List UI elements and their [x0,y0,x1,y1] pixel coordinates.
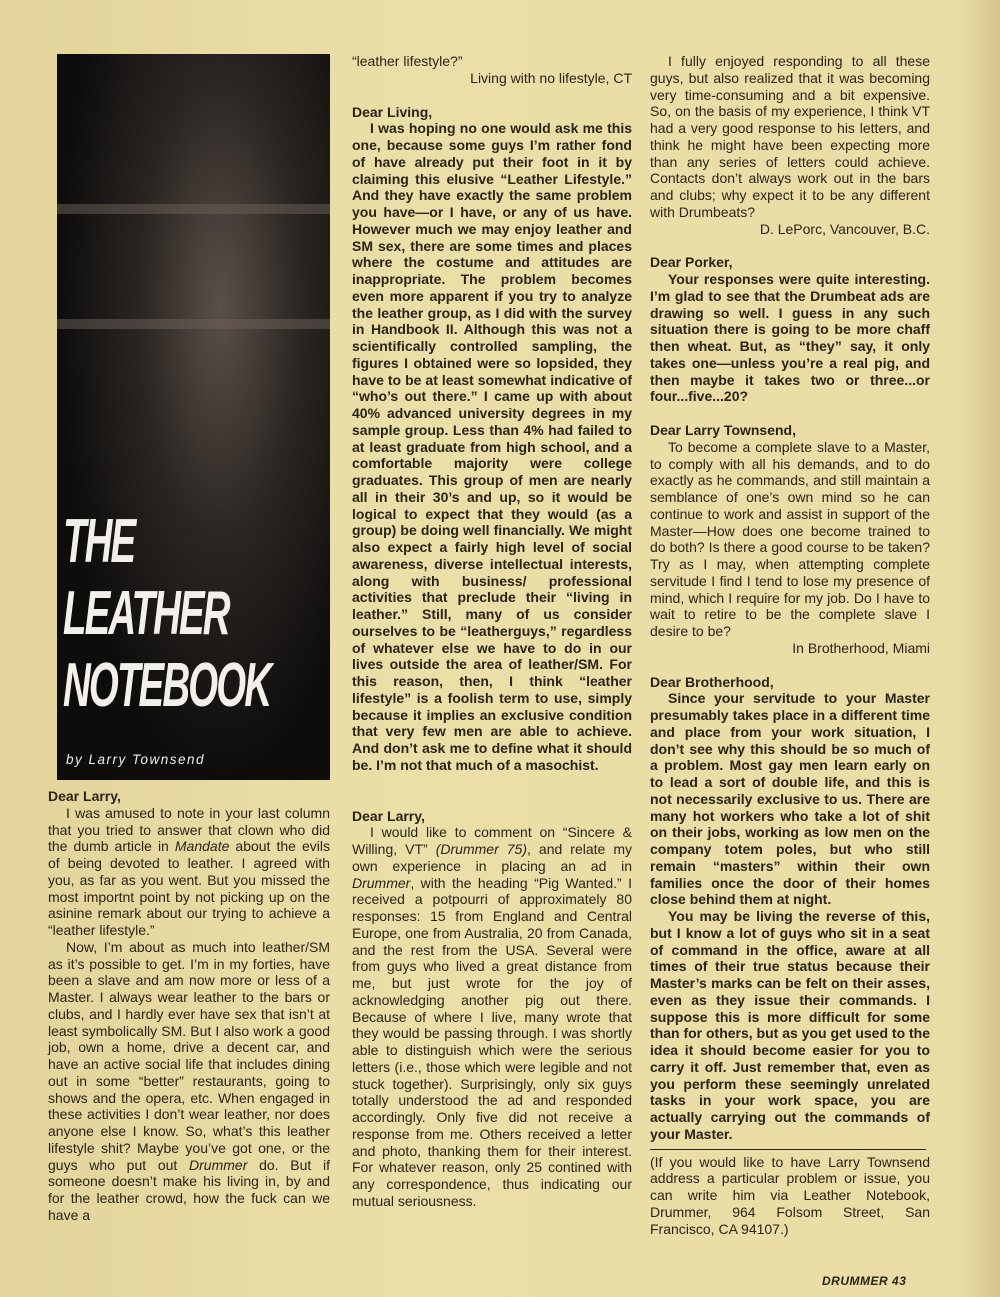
reply-paragraph [352,120,632,773]
spacer [352,774,632,808]
text-run: I was amused to note in your last column that you tried to answer that clown who did the dumb article in [48,804,330,855]
text-run: I would like to comment on “Sincere & Willing, VT” [352,824,632,857]
letter-salutation [352,808,632,825]
letter-signature [650,221,930,238]
title-line: THE [63,507,135,576]
letter-salutation [650,674,930,691]
letter-salutation [650,422,930,439]
letter-paragraph [48,939,330,1224]
letter-salutation [650,254,930,271]
reply-paragraph [650,690,930,908]
page-footer [822,1274,906,1288]
text-run: In Brotherhood, Miami [792,639,930,656]
letter-paragraph [650,439,930,640]
paragraph [650,1154,930,1238]
column-1 [48,788,330,1224]
text-run: Your responses were quite interesting. I’m glad to see that the Drumbeat ads are drawing so well. I guess in any such situation there is going to be more chaff then wheat. But, as “they” say, it only takes one—unless you’re a real pig, and then maybe it takes two or three...or four...five...20? [650,271,930,405]
article-header-photo [57,54,330,780]
text-run: Dear Porker, [650,254,733,271]
title-line: LEATHER [63,579,229,648]
spacer [650,405,930,422]
letter-paragraph [650,53,930,221]
letter-paragraph [48,805,330,939]
text-run: (If you would like to have Larry Townsend address a particular problem or issue, you can write him via Leather Notebook, Drummer, 964 Folsom Street, San Francisco, CA 94107.) [650,1153,930,1237]
photo-detail [57,319,330,329]
italic-text: Drummer [189,1156,248,1173]
text-run: Dear Brotherhood, [650,673,774,690]
text-run: “leather lifestyle?” [352,53,463,69]
text-run: Dear Living, [352,103,433,120]
letter-paragraph [352,824,632,1209]
reply-paragraph [650,908,930,1143]
magazine-name: DRUMMER [822,1274,889,1288]
spacer [352,87,632,104]
text-run: Dear Larry, [352,807,425,824]
page-number: 43 [892,1274,907,1288]
text-run: do. But if someone doesn’t make his living in, by and for the leather crowd, how the fuck can we have a [48,1156,330,1223]
column-3 [650,53,930,1237]
text-run: Living with no lifestyle, CT [470,69,632,86]
italic-text: Drummer [352,874,411,891]
text-run: I fully enjoyed responding to all these guys, but also realized that it was becoming very time-consuming and a bit expensive. So, on the basis of my experience, I think VT had a very good response to his letters, and think he might have been expecting more than any series of letters could achieve. Contacts don’t always work out in the bars and clubs; why expect it to be any different with Drumbeats? [650,53,930,220]
article-title [63,506,270,722]
page-edge-shadow [960,0,1000,1297]
text-run: Since your servitude to your Master presumably takes place in a different time and place from your work situation, I don’t see why this should be so much of a problem. Most gay men learn early on to lead a sort of double life, and this is not necessarily exclusive to us. There are many hot workers who take a lot of shit on their jobs, working as low men on the company totem poles, but who still remain “masters” within their own families once the door of their homes close behind them at night. [650,690,930,908]
divider [650,1149,926,1150]
text-run: Dear Larry Townsend, [650,422,797,438]
letter-salutation [48,788,330,805]
text-run: You may be living the reverse of this, but I know a lot of guys who sit in a seat of command in the office, aware at all times of their true status because their Master’s marks can be felt on their asses, even as they issue their commands. I suppose this is more difficult for some than for others, but as you get used to the idea it should become easier for you to carry it off. Just remember that, even as you perform these seemingly unrelated tasks in your work space, you are actually carrying out the commands of your Master. [650,908,931,1142]
letter-signature [352,70,632,87]
italic-text: Mandate [174,838,230,855]
paragraph [352,53,632,70]
byline: by Larry Townsend [66,752,206,767]
text-run: , and relate my own experience in placing an ad in [352,841,633,874]
text-run: Dear Larry, [48,788,121,804]
text-run: D. LePorc, Vancouver, B.C. [759,220,930,237]
reply-paragraph [650,271,930,405]
column-2 [352,53,632,1210]
letter-salutation [352,104,632,121]
text-run: I was hoping no one would ask me this one, because some guys I’m rather fond of have already put their foot in it by claiming this elusive “Leather Lifestyle.” And they have exactly the same problem you have—or I have, or any of us have. However much we may enjoy leather and SM sex, there are some times and places where the costume and attitudes are inappropriate. The problem becomes even more apparent if you try to analyze the leather group, as I did with the survey in Handbook II. Although this was not a scientifically controlled sampling, the figures I obtained were so lopsided, they have to be at least somewhat indicative of “who’s out there.” I came up with about 40% advanced university degrees in my sample group. Less than 4% had failed to at least graduate from high school, and a comfortable majority were college graduates. This group of men are nearly all in their 30’s and up, so it would be logical to expect that they would (as a group) be doing well financially. We might also expect a fairly high level of social awareness, diverse intellectual interests, along with business/ professional activities that preclude their “living in leather.” Still, many of us consider ourselves to be “leatherguys,” regardless of whatever else we have to do in our lives outside the area of leather/SM. For this reason, then, I think “leather lifestyle” is a foolish term to use, simply because it implies an exclusive condition that very few men are able to achieve. And don’t ask me to define what it should be. I’m not that much of a masochist. [352,120,632,773]
text-run: about the evils of being devoted to leather. I agreed with you, as far as you went. But you missed the most importnt point by not picking up on the asinine remark about our trying to achieve a “leather lifestyle.” [48,838,330,938]
text-run: Now, I’m about as much into leather/SM as it’s possible to get. I’m in my forties, have been a slave and am now more or less of a Master. I always wear leather to the bars or clubs, and I hardly ever have sex that isn’t at least symbolically SM. But I also work a good job, own a home, drive a decent car, and have an active social life that includes dining out in some “better” restaurants, going to shows and the opera, etc. When engaged in these activities I don’t wear leather, nor does anyone else I know. So, what’s this leather lifestyle shit? Maybe you’ve got one, or the guys who put out [48,938,330,1173]
spacer [650,657,930,674]
text-run: , with the heading “Pig Wanted.” I received a potpourri of approximately 80 responses: 15 from England and Central Europe, one from Australia, 20 from Canada, and the rest from the USA. Several were from guys who lived a great distance from me, but just wrote for the joy of acknowledging another pig out there. Because of where I live, many wrote that they would be passing through. I was shortly able to distinguish which were the serious letters (i.e., those which were legible and not stuck together). Surprisingly, only six guys totally understood the ad and responded accordingly. Only five did not receive a response from me. Others received a letter and photo, thanking them for their interest. For whatever reason, only 25 contined with any correspondence, thus indicating our mutual seriousness. [352,874,632,1209]
title-line: NOTEBOOK [63,651,271,720]
photo-detail [57,204,330,214]
italic-text: (Drummer 75) [435,841,527,857]
spacer [650,237,930,254]
letter-signature [650,640,930,657]
text-run: To become a complete slave to a Master, to comply with all his demands, and to do exactly as he commands, and still maintain a semblance of one’s own mind so he can continue to work and assist in support of the Master—How does one become trained to do both? Is there a good course to be taken? Try as I may, when attempting complete servitude I find I tend to lose my presence of mind, which I require for my job. Do I have to wait to retire to be the complete slave I desire to be? [650,438,930,639]
